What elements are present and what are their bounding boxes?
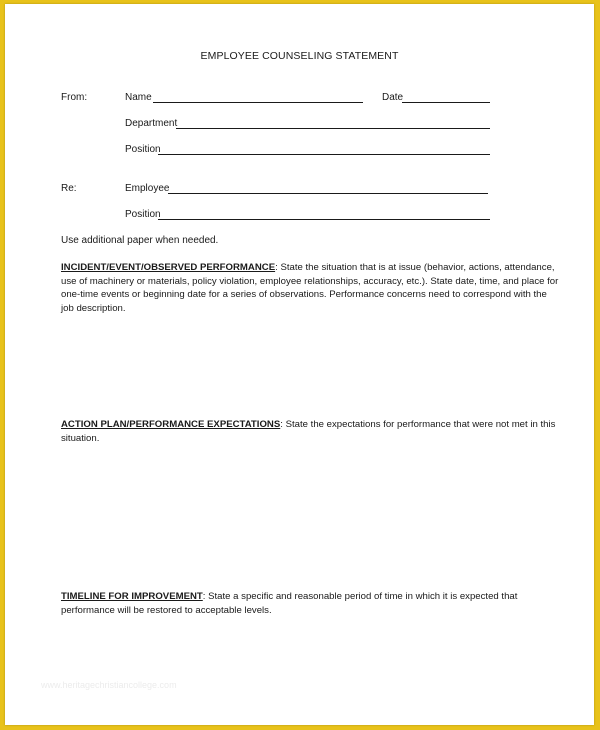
employee-label: Employee bbox=[125, 183, 170, 194]
incident-section bbox=[61, 261, 561, 315]
re-label: Re: bbox=[61, 183, 77, 194]
department-field-line[interactable] bbox=[176, 128, 490, 129]
action-plan-section bbox=[61, 418, 561, 445]
department-label: Department bbox=[125, 118, 178, 129]
additional-paper-note: Use additional paper when needed. bbox=[61, 235, 219, 246]
position-re-field-line[interactable] bbox=[158, 219, 490, 220]
timeline-heading: TIMELINE FOR IMPROVEMENT bbox=[61, 591, 203, 602]
date-field-line[interactable] bbox=[402, 102, 490, 103]
from-label: From: bbox=[61, 92, 88, 103]
timeline-section bbox=[61, 590, 561, 617]
timeline-body: : State a specific and reasonable period of time in which it is expected that performance will be restored to acceptable levels. bbox=[61, 591, 518, 616]
name-label: Name bbox=[125, 92, 152, 103]
incident-heading: INCIDENT/EVENT/OBSERVED PERFORMANCE bbox=[61, 262, 276, 273]
employee-field-line[interactable] bbox=[168, 193, 488, 194]
watermark-text: www.heritagechristiancollege.com bbox=[41, 680, 177, 690]
document-title: EMPLOYEE COUNSELING STATEMENT bbox=[200, 50, 399, 62]
name-field-line[interactable] bbox=[153, 102, 363, 103]
position-re-label: Position bbox=[125, 209, 161, 220]
action-plan-heading: ACTION PLAN/PERFORMANCE EXPECTATIONS bbox=[61, 419, 281, 430]
incident-body: : State the situation that is at issue (behavior, actions, attendance, use of machinery or materials, policy violation, employee relationships, accuracy, etc.). State date, time, and place for one-time events or beginning date for a series of observations. Performance concerns need to correspond with the job description. bbox=[61, 262, 559, 314]
position-from-field-line[interactable] bbox=[158, 154, 490, 155]
date-label: Date bbox=[382, 92, 404, 103]
action-plan-body: : State the expectations for performance that were not met in this situation. bbox=[61, 419, 556, 444]
position-from-label: Position bbox=[125, 144, 161, 155]
document-page bbox=[5, 4, 594, 725]
